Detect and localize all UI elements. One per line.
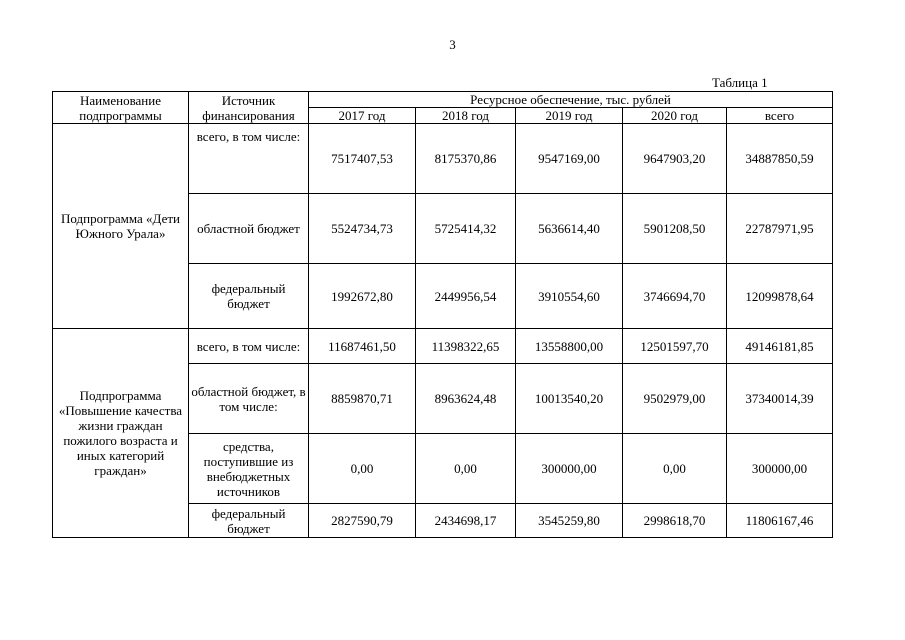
source-cell: областной бюджет xyxy=(189,194,309,264)
value-cell: 8175370,86 xyxy=(416,124,516,194)
source-cell: всего, в том числе: xyxy=(189,124,309,194)
value-cell: 10013540,20 xyxy=(516,364,623,434)
source-cell: областной бюджет, в том числе: xyxy=(189,364,309,434)
value-cell: 12501597,70 xyxy=(623,329,727,364)
program-name-cell: Подпрограмма «Повышение качества жизни граждан пожилого возраста и иных категорий граждан» xyxy=(53,329,189,538)
value-cell: 0,00 xyxy=(309,434,416,504)
value-cell: 11806167,46 xyxy=(727,504,833,538)
value-cell: 300000,00 xyxy=(727,434,833,504)
source-cell: федеральный бюджет xyxy=(189,264,309,329)
header-funding-source: Источник финансирования xyxy=(189,92,309,124)
value-cell: 300000,00 xyxy=(516,434,623,504)
value-cell: 2827590,79 xyxy=(309,504,416,538)
value-cell: 3910554,60 xyxy=(516,264,623,329)
value-cell: 5636614,40 xyxy=(516,194,623,264)
source-cell: всего, в том числе: xyxy=(189,329,309,364)
value-cell: 49146181,85 xyxy=(727,329,833,364)
resource-table xyxy=(52,91,833,538)
value-cell: 7517407,53 xyxy=(309,124,416,194)
header-total: всего xyxy=(727,108,833,124)
page-number: 3 xyxy=(449,37,456,52)
value-cell: 0,00 xyxy=(416,434,516,504)
header-row-1 xyxy=(53,92,833,108)
value-cell: 9547169,00 xyxy=(516,124,623,194)
header-year-2019: 2019 год xyxy=(516,108,623,124)
table-row xyxy=(53,329,833,364)
source-cell: средства, поступившие из внебюджетных источников xyxy=(189,434,309,504)
value-cell: 11398322,65 xyxy=(416,329,516,364)
value-cell: 11687461,50 xyxy=(309,329,416,364)
source-cell: федеральный бюджет xyxy=(189,504,309,538)
header-program-name: Наименование подпрограммы xyxy=(53,92,189,124)
header-year-2017: 2017 год xyxy=(309,108,416,124)
value-cell: 5901208,50 xyxy=(623,194,727,264)
value-cell: 2998618,70 xyxy=(623,504,727,538)
value-cell: 1992672,80 xyxy=(309,264,416,329)
value-cell: 2449956,54 xyxy=(416,264,516,329)
value-cell: 34887850,59 xyxy=(727,124,833,194)
value-cell: 5725414,32 xyxy=(416,194,516,264)
value-cell: 3746694,70 xyxy=(623,264,727,329)
value-cell: 37340014,39 xyxy=(727,364,833,434)
program-name-cell: Подпрограмма «Дети Южного Урала» xyxy=(53,124,189,329)
value-cell: 3545259,80 xyxy=(516,504,623,538)
value-cell: 2434698,17 xyxy=(416,504,516,538)
table-caption: Таблица 1 xyxy=(712,75,768,90)
header-year-2020: 2020 год xyxy=(623,108,727,124)
header-year-2018: 2018 год xyxy=(416,108,516,124)
value-cell: 9647903,20 xyxy=(623,124,727,194)
value-cell: 0,00 xyxy=(623,434,727,504)
value-cell: 9502979,00 xyxy=(623,364,727,434)
value-cell: 8859870,71 xyxy=(309,364,416,434)
value-cell: 12099878,64 xyxy=(727,264,833,329)
value-cell: 13558800,00 xyxy=(516,329,623,364)
value-cell: 22787971,95 xyxy=(727,194,833,264)
table-row xyxy=(53,124,833,194)
value-cell: 5524734,73 xyxy=(309,194,416,264)
value-cell: 8963624,48 xyxy=(416,364,516,434)
header-resource-group: Ресурсное обеспечение, тыс. рублей xyxy=(309,92,833,108)
